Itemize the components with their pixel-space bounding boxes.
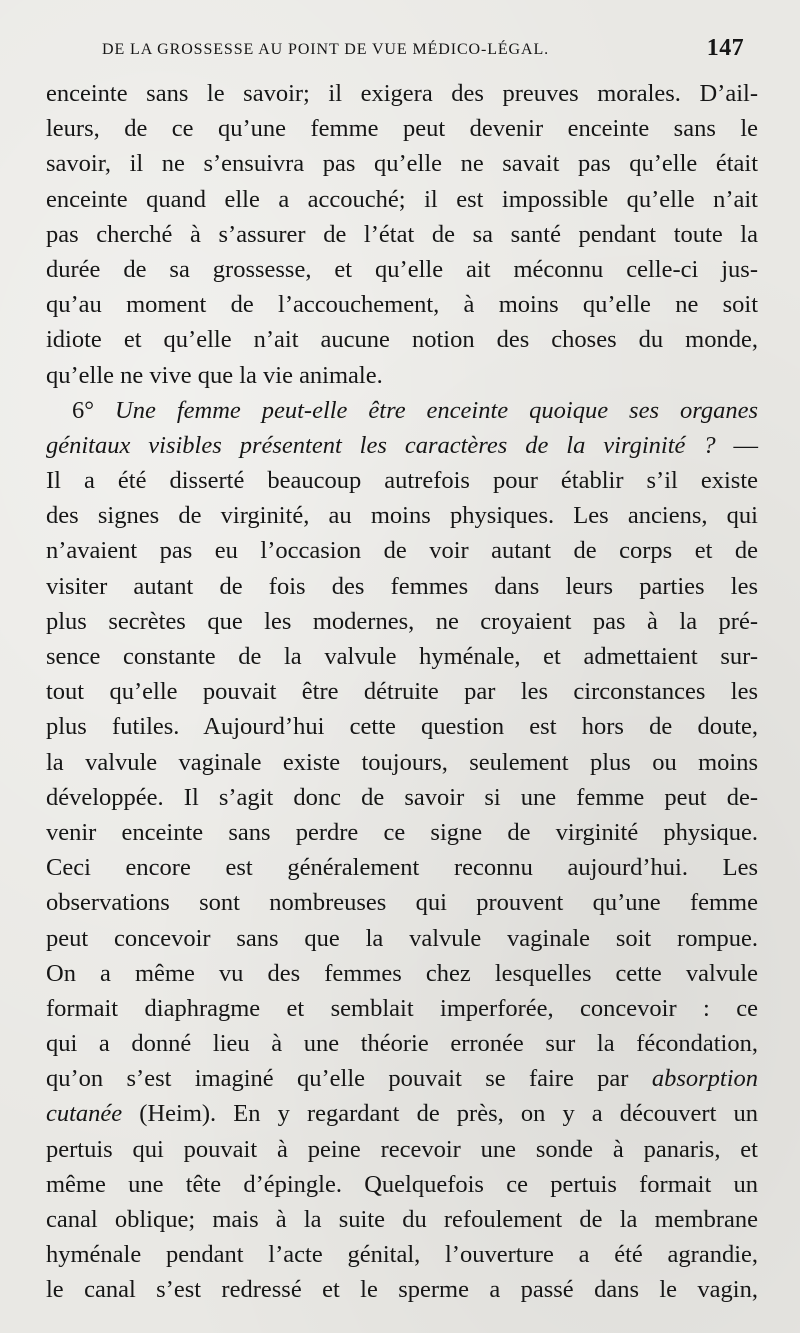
text-line: canal oblique; mais à la suite du refoulement de la membrane: [46, 1206, 758, 1233]
running-head: [102, 34, 744, 66]
text-line: développée. Il s’agit donc de savoir si une femme peut de-: [46, 783, 758, 811]
text-line: hyménale pendant l’acte génital, l’ouverture a été agrandie,: [46, 1241, 758, 1269]
section-heading-line: [46, 393, 758, 428]
text-line: plus futiles. Aujourd’hui cette question est hors de doute,: [46, 713, 758, 741]
text-line: pertuis qui pouvait à peine recevoir une sonde à panaris, et: [46, 1135, 758, 1163]
italic-term: absorption: [651, 1065, 758, 1093]
text-line: enceinte quand elle a accouché; il est impossible qu’elle n’ait: [46, 185, 758, 213]
text-line: la valvule vaginale existe toujours, seulement plus ou moins: [46, 748, 758, 776]
text-line: n’avaient pas eu l’occasion de voir autant de corps et de: [46, 537, 758, 565]
text-line: même une tête d’épingle. Quelquefois ce pertuis formait un: [46, 1170, 758, 1198]
text-line: idiote et qu’elle n’ait aucune notion des choses du monde,: [46, 326, 758, 354]
text-line: [46, 1061, 758, 1096]
text-line: visiter autant de fois des femmes dans leurs parties les: [46, 572, 758, 600]
text-line: sence constante de la valvule hyménale, et admettaient sur-: [46, 643, 758, 670]
text-line: tout qu’elle pouvait être détruite par les circonstances les: [46, 678, 758, 706]
text-line: le canal s’est redressé et le sperme a passé dans le vagin,: [46, 1276, 758, 1304]
text-line: leurs, de ce qu’une femme peut devenir enceinte sans le: [46, 115, 758, 143]
section-heading-line: [46, 428, 758, 463]
text-line: plus secrètes que les modernes, ne croyaient pas à la pré-: [46, 607, 758, 635]
text-line: Ceci encore est généralement reconnu aujourd’hui. Les: [46, 854, 758, 882]
text-line: formait diaphragme et semblait imperforée, concevoir : ce: [46, 994, 758, 1022]
text-line: enceinte sans le savoir; il exigera des preuves morales. D’ail-: [46, 80, 758, 107]
text-line: qu’elle ne vive que la vie animale.: [46, 361, 383, 389]
text-line: On a même vu des femmes chez lesquelles cette valvule: [46, 959, 758, 987]
section-question: génitaux visibles présentent les caractères de la virginité ?: [46, 431, 716, 459]
text-line: durée de sa grossesse, et qu’elle ait méconnu celle-ci jus-: [46, 255, 758, 283]
text-line: qui a donné lieu à une théorie erronée sur la fécondation,: [46, 1030, 758, 1058]
text-line: pas cherché à s’assurer de l’état de sa santé pendant toute la: [46, 220, 758, 248]
text-line: observations sont nombreuses qui prouvent qu’une femme: [46, 889, 758, 917]
text-line: savoir, il ne s’ensuivra pas qu’elle ne savait pas qu’elle était: [46, 150, 758, 178]
body-text: [46, 76, 758, 1308]
text-run: qu’on s’est imaginé qu’elle pouvait se faire par: [46, 1065, 652, 1093]
italic-term: cutanée: [46, 1100, 123, 1128]
page-number: 147: [706, 35, 744, 61]
section-number: 6°: [72, 396, 116, 424]
text-line: des signes de virginité, au moins physiques. Les anciens, qui: [46, 502, 758, 530]
text-line: Il a été disserté beaucoup autrefois pour établir s’il existe: [46, 467, 758, 495]
text-run: (Heim). En y regardant de près, on y a découvert un: [122, 1100, 758, 1128]
dash: —: [715, 431, 759, 459]
text-line: [46, 1096, 758, 1131]
running-title: DE LA GROSSESSE AU POINT DE VUE MÉDICO-LÉGAL.: [102, 41, 550, 58]
text-line: peut concevoir sans que la valvule vaginale soit rompue.: [46, 924, 758, 952]
text-line: qu’au moment de l’accouchement, à moins qu’elle ne soit: [46, 291, 758, 319]
text-line: venir enceinte sans perdre ce signe de virginité physique.: [46, 818, 758, 846]
section-question: Une femme peut-elle être enceinte quoique ses organes: [115, 396, 758, 424]
